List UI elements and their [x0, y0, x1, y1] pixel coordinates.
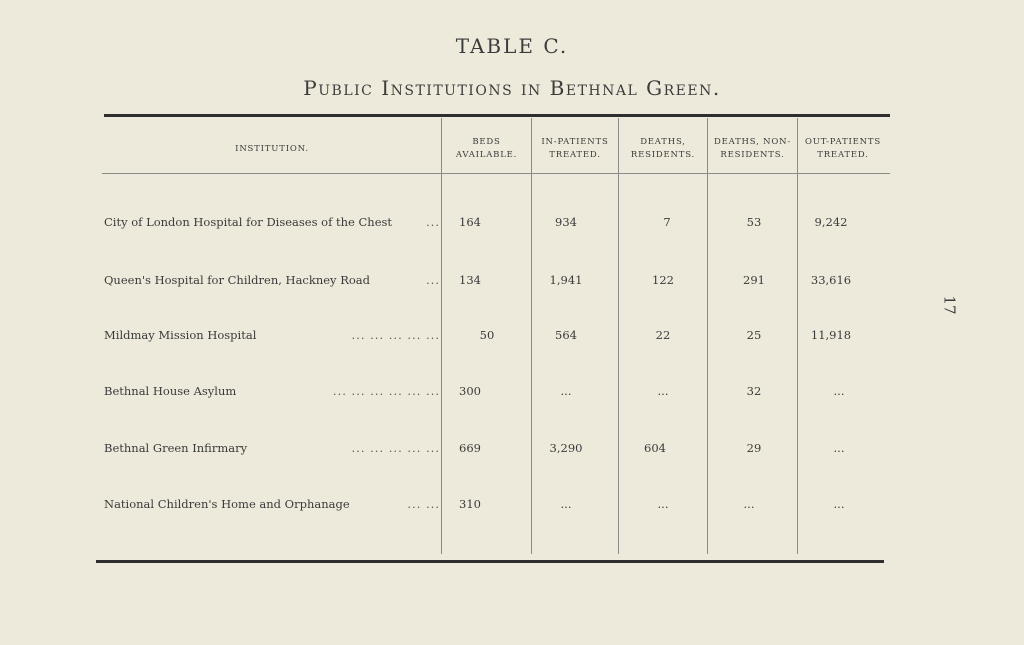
dot-leader: ... — [426, 215, 440, 229]
table-row — [0, 273, 1024, 293]
top-rule — [104, 114, 890, 117]
header-line: DEATHS, NON- — [713, 137, 791, 147]
deaths-residents-cell: 604 — [644, 441, 666, 455]
header-in-patients — [532, 132, 618, 166]
beds-cell: 310 — [459, 497, 481, 511]
deaths-residents-cell: ... — [657, 497, 669, 511]
institution-name: National Children's Home and Orphanage — [104, 497, 350, 511]
table-row — [0, 384, 1024, 404]
out-patients-cell: 9,242 — [814, 215, 848, 229]
deaths-non-residents-cell: 291 — [743, 273, 765, 287]
header-line: OUT-PATIENTS — [805, 137, 881, 147]
table-row — [0, 328, 1024, 348]
out-patients-cell: ... — [833, 384, 845, 398]
deaths-non-residents-cell: 32 — [746, 384, 762, 398]
beds-cell: 50 — [479, 328, 495, 342]
institution-cell — [104, 441, 440, 455]
in-patients-cell: 934 — [555, 215, 577, 229]
institution-cell — [104, 328, 440, 342]
header-deaths-non-residents — [708, 132, 797, 166]
institution-cell — [104, 384, 440, 398]
institution-name: Bethnal House Asylum — [104, 384, 237, 398]
header-line: BEDS — [472, 137, 501, 147]
header-line: RESIDENTS. — [720, 150, 785, 160]
deaths-residents-cell: 122 — [652, 273, 674, 287]
dot-leader: ... ... ... ... ... — [351, 441, 440, 455]
in-patients-cell: 1,941 — [549, 273, 583, 287]
deaths-non-residents-cell: 25 — [746, 328, 762, 342]
page-number: 17 — [940, 295, 959, 315]
beds-cell: 134 — [459, 273, 481, 287]
in-patients-cell: ... — [560, 384, 572, 398]
table-title: TABLE C. — [455, 34, 569, 58]
header-line: AVAILABLE. — [455, 150, 518, 160]
institution-cell — [104, 497, 440, 511]
header-institution — [104, 132, 440, 166]
out-patients-cell: ... — [833, 441, 845, 455]
dot-leader: ... ... ... ... ... ... — [332, 384, 440, 398]
deaths-non-residents-cell: ... — [743, 497, 755, 511]
deaths-non-residents-cell: 29 — [746, 441, 762, 455]
deaths-residents-cell: 22 — [655, 328, 671, 342]
beds-cell: 300 — [459, 384, 481, 398]
dot-leader: ... ... — [407, 497, 440, 511]
dot-leader: ... — [426, 273, 440, 287]
beds-cell: 164 — [459, 215, 481, 229]
header-deaths-residents — [619, 132, 707, 166]
header-out-patients — [798, 132, 888, 166]
table-subtitle: Public Institutions in Bethnal Green. — [303, 76, 721, 100]
table-row — [0, 441, 1024, 461]
header-line: INSTITUTION. — [235, 143, 309, 154]
out-patients-cell: ... — [833, 497, 845, 511]
header-line: RESIDENTS. — [630, 150, 696, 160]
deaths-residents-cell: ... — [657, 384, 669, 398]
out-patients-cell: 11,918 — [810, 328, 852, 342]
in-patients-cell: 3,290 — [549, 441, 583, 455]
header-beds — [442, 132, 531, 166]
institution-cell — [104, 273, 440, 287]
header-line: TREATED. — [549, 150, 601, 160]
institution-name: Queen's Hospital for Children, Hackney Road — [104, 273, 371, 287]
header-line: DEATHS, — [640, 137, 686, 147]
out-patients-cell: 33,616 — [810, 273, 852, 287]
table-row — [0, 497, 1024, 517]
header-line: IN-PATIENTS — [541, 137, 609, 147]
institution-name: Mildmay Mission Hospital — [104, 328, 257, 342]
deaths-residents-cell: 7 — [663, 215, 671, 229]
header-line: TREATED. — [817, 150, 869, 160]
bottom-rule — [96, 560, 884, 563]
institution-cell — [104, 215, 440, 229]
in-patients-cell: 564 — [555, 328, 577, 342]
beds-cell: 669 — [459, 441, 481, 455]
institution-name: Bethnal Green Infirmary — [104, 441, 248, 455]
deaths-non-residents-cell: 53 — [746, 215, 762, 229]
dot-leader: ... ... ... ... ... — [351, 328, 440, 342]
table-row — [0, 215, 1024, 235]
institution-name: City of London Hospital for Diseases of the Chest — [104, 215, 393, 229]
header-rule — [102, 173, 890, 174]
in-patients-cell: ... — [560, 497, 572, 511]
